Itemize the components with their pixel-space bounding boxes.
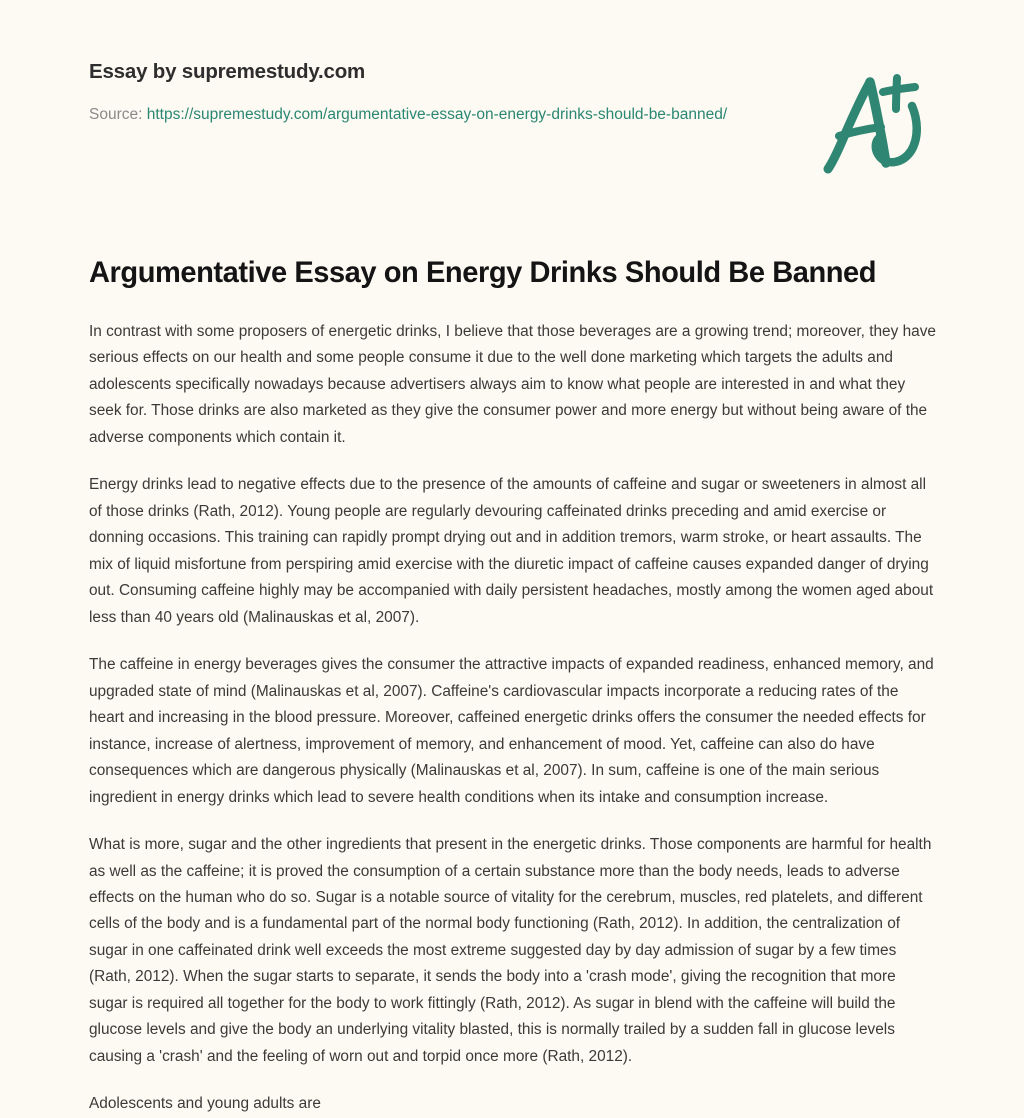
- article-body: [89, 319, 937, 1118]
- source-line: [89, 102, 749, 127]
- a-plus-logo-icon: [816, 68, 940, 180]
- paragraph: The caffeine in energy beverages gives the consumer the attractive impacts of expanded readiness, enhanced memory, and upgraded state of mind (Malinauskas et al, 2007). Caffeine's cardiovascular impacts incorporate a reducing rates of the heart and increasing in the blood pressure. Moreover, caffeined energetic drinks offers the consumer the needed effects for instance, increase of alertness, improvement of memory, and enhancement of mood. Yet, caffeine can also do have consequences which are dangerous physically (Malinauskas et al, 2007). In sum, caffeine is one of the main serious ingredient in energy drinks which lead to severe health conditions when its intake and consumption increase.: [89, 656, 934, 806]
- source-url-link[interactable]: https://supremestudy.com/argumentative-essay-on-energy-drinks-should-be-banned/: [146, 105, 728, 123]
- page-title: Argumentative Essay on Energy Drinks Should Be Banned: [89, 256, 877, 289]
- byline: Essay by supremestudy.com: [89, 60, 366, 83]
- document-header: [89, 60, 935, 127]
- paragraph: In contrast with some proposers of energetic drinks, I believe that those beverages are a growing trend; moreover, they have serious effects on our health and some people consume it due to the well done marketing which targets the adults and adolescents specifically nowadays because advertisers always aim to know what people are interested in and what they seek for. Those drinks are also marketed as they give the consumer power and more energy but without being aware of the adverse components which contain it.: [89, 322, 936, 446]
- paragraph: Energy drinks lead to negative effects due to the presence of the amounts of caffeine and sugar or sweeteners in almost all of those drinks (Rath, 2012). Young people are regularly devouring caffeinated drinks preceding and amid exercise or donning occasions. This training can rapidly prompt drying out and in addition tremors, warm stroke, or heart assaults. The mix of liquid misfortune from perspiring amid exercise with the diuretic impact of caffeine causes expanded danger of drying out. Consuming caffeine highly may be accompanied with daily persistent headaches, mostly among the women aged about less than 40 years old (Malinauskas et al, 2007).: [89, 476, 934, 626]
- paragraph: Adolescents and young adults are: [89, 1095, 321, 1113]
- paragraph: What is more, sugar and the other ingredients that present in the energetic drinks. Those components are harmful for health as well as the caffeine; it is proved the consumption of a certain substance more than the body needs, leads to adverse effects on the human who do so. Sugar is a notable source of vitality for the cerebrum, muscles, red platelets, and different cells of the body and is a fundamental part of the normal body functioning (Rath, 2012). In addition, the centralization of sugar in one caffeinated drink well exceeds the most extreme suggested day by day admission of sugar by a few times (Rath, 2012). When the sugar starts to separate, it sends the body into a 'crash mode', giving the recognition that more sugar is required all together for the body to work fittingly (Rath, 2012). As sugar in blend with the caffeine will build the glucose levels and give the body an underlying vitality blasted, this is normally trailed by a sudden fall in glucose levels causing a 'crash' and the feeling of worn out and torpid once more (Rath, 2012).: [89, 836, 932, 1065]
- article: [89, 256, 937, 1118]
- source-label: Source:: [89, 105, 143, 123]
